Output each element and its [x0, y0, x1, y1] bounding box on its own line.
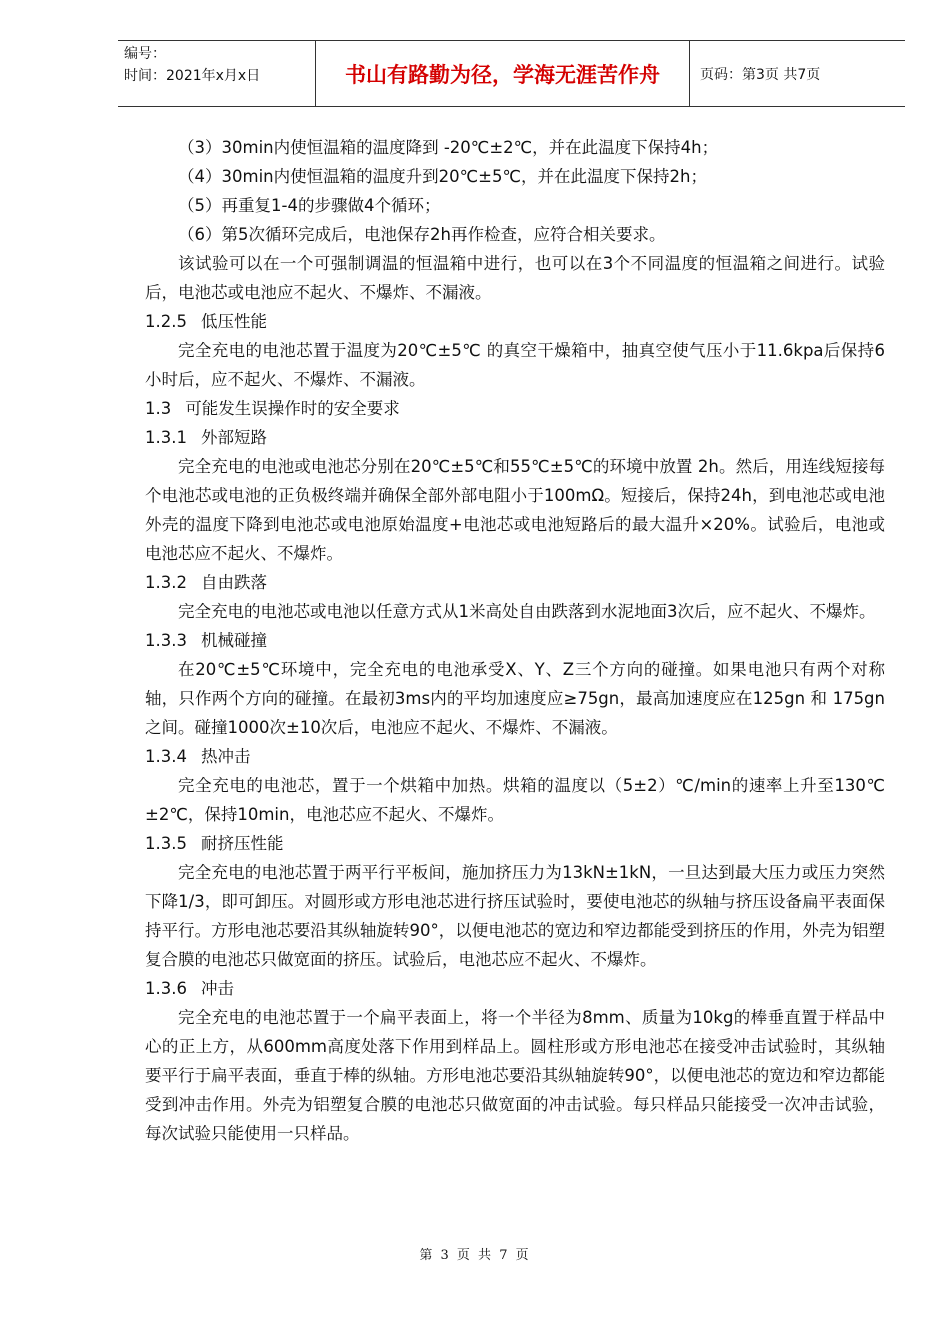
page-footer: 第 3 页 共 7 页 — [419, 1248, 531, 1263]
section-title: 热冲击 — [200, 747, 251, 766]
section-number: 1.3.6 — [145, 979, 187, 998]
section-heading — [145, 568, 885, 597]
section-title: 自由跌落 — [200, 573, 267, 592]
paragraph: （6）第5次循环完成后，电池保存2h再作检查，应符合相关要求。 — [178, 225, 666, 244]
paragraph: （3）30min内使恒温箱的温度降到 -20℃±2℃，并在此温度下保持4h； — [178, 138, 719, 157]
header-page-info: 页码：第3页 共7页 — [700, 66, 821, 83]
section-heading — [145, 423, 885, 452]
section-number: 1.2.5 — [145, 312, 187, 331]
section-number: 1.3.4 — [145, 747, 187, 766]
document-time-label: 时间：2021年x月x日 — [124, 68, 261, 84]
section-title: 低压性能 — [200, 312, 267, 331]
page-header — [118, 40, 905, 107]
section-title: 可能发生误操作时的安全要求 — [185, 399, 400, 418]
paragraph: 该试验可以在一个可强制调温的恒温箱中进行，也可以在3个不同温度的恒温箱之间进行。试验后，电池芯或电池应不起火、不爆炸、不漏液。 — [145, 254, 885, 302]
section-title: 冲击 — [200, 979, 234, 998]
paragraph: 完全充电的电池芯置于一个扁平表面上，将一个半径为8mm、质量为10kg的棒垂直置于样品中心的正上方，从600mm高度处落下作用到样品上。圆柱形或方形电池芯在接受冲击试验时，其纵轴要平行于扁平表面，垂直于棒的纵轴。方形电池芯要沿其纵轴旋转90°，以便电池芯的宽边和窄边都能受到冲击作用。外壳为铝塑复合膜的电池芯只做宽面的冲击试验。每只样品只能接受一次冲击试验，每次试验只能使用一只样品。 — [145, 1008, 885, 1143]
section-number: 1.3.5 — [145, 834, 187, 853]
section-title: 耐挤压性能 — [200, 834, 284, 853]
document-number-label: 编号： — [124, 46, 166, 62]
section-number: 1.3.2 — [145, 573, 187, 592]
document-body — [145, 133, 885, 1148]
section-number: 1.3.3 — [145, 631, 187, 650]
paragraph: （4）30min内使恒温箱的温度升到20℃±5℃，并在此温度下保持2h； — [178, 167, 707, 186]
paragraph: 完全充电的电池芯，置于一个烘箱中加热。烘箱的温度以（5±2）℃/min的速率上升至130℃±2℃，保持10min，电池芯应不起火、不爆炸。 — [145, 776, 885, 824]
header-motto: 书山有路勤为径，学海无涯苦作舟 — [316, 41, 690, 106]
paragraph: 完全充电的电池芯或电池以任意方式从1米高处自由跌落到水泥地面3次后，应不起火、不爆炸。 — [178, 602, 876, 621]
paragraph: 完全充电的电池或电池芯分别在20℃±5℃和55℃±5℃的环境中放置 2h。然后，用连线短接每个电池芯或电池的正负极终端并确保全部外部电阻小于100mΩ。短接后，保持24h，到电池芯或电池外壳的温度下降到电池芯或电池原始温度+电池芯或电池短路后的最大温升×20%。试验后，电池或电池芯应不起火、不爆炸。 — [145, 457, 885, 563]
section-heading — [145, 394, 885, 423]
header-meta — [118, 41, 316, 106]
section-heading — [145, 742, 885, 771]
paragraph: 在20℃±5℃环境中，完全充电的电池承受X、Y、Z三个方向的碰撞。如果电池只有两个对称轴，只作两个方向的碰撞。在最初3ms内的平均加速度应≥75gn，最高加速度应在125gn 和 175gn之间。碰撞1000次±10次后，电池应不起火、不爆炸、不漏液。 — [145, 660, 885, 737]
section-number: 1.3.1 — [145, 428, 187, 447]
paragraph: 完全充电的电池芯置于两平行平板间，施加挤压力为13kN±1kN，一旦达到最大压力或压力突然下降1/3，即可卸压。对圆形或方形电池芯进行挤压试验时，要使电池芯的纵轴与挤压设备扁平表面保持平行。方形电池芯要沿其纵轴旋转90°，以便电池芯的宽边和窄边都能受到挤压的作用，外壳为铝塑复合膜的电池芯只做宽面的挤压。试验后，电池芯应不起火、不爆炸。 — [145, 863, 885, 969]
section-number: 1.3 — [145, 399, 172, 418]
section-title: 外部短路 — [200, 428, 267, 447]
section-heading — [145, 626, 885, 655]
section-heading — [145, 829, 885, 858]
paragraph: 完全充电的电池芯置于温度为20℃±5℃ 的真空干燥箱中，抽真空使气压小于11.6kpa后保持6小时后，应不起火、不爆炸、不漏液。 — [145, 341, 885, 389]
section-heading — [145, 307, 885, 336]
paragraph: （5）再重复1-4的步骤做4个循环； — [178, 196, 441, 215]
section-title: 机械碰撞 — [200, 631, 267, 650]
section-heading — [145, 974, 885, 1003]
